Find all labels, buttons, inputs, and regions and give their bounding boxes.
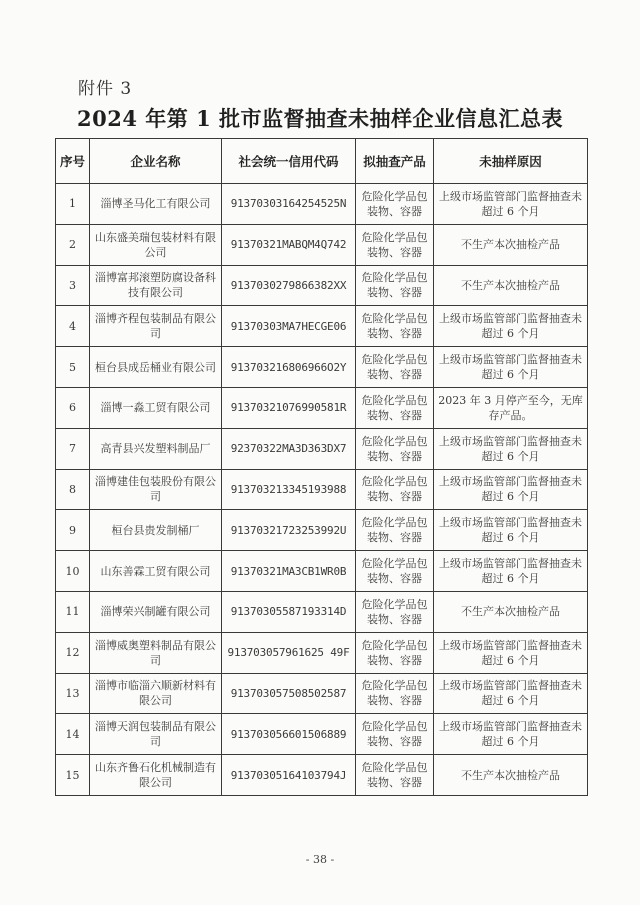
table-row: [56, 306, 588, 347]
cell-no: 5: [56, 347, 90, 388]
cell-product: 危险化学品包装物、容器: [356, 632, 434, 673]
header-reason: 未抽样原因: [434, 139, 588, 184]
cell-product: 危险化学品包装物、容器: [356, 265, 434, 306]
cell-reason: 不生产本次抽检产品: [434, 591, 588, 632]
header-no: 序号: [56, 139, 90, 184]
cell-no: 1: [56, 184, 90, 225]
cell-code: 91370321MA3CB1WR0B: [222, 551, 356, 592]
cell-product: 危险化学品包装物、容器: [356, 551, 434, 592]
cell-reason: 不生产本次抽检产品: [434, 224, 588, 265]
attachment-label: 附件 3: [78, 79, 133, 99]
cell-product: 危险化学品包装物、容器: [356, 306, 434, 347]
cell-code: 913703213345193988: [222, 469, 356, 510]
cell-product: 危险化学品包装物、容器: [356, 673, 434, 714]
table-row: [56, 510, 588, 551]
cell-product: 危险化学品包装物、容器: [356, 347, 434, 388]
table-row: [56, 632, 588, 673]
cell-product: 危险化学品包装物、容器: [356, 184, 434, 225]
cell-code: 91370305164103794J: [222, 755, 356, 796]
cell-no: 15: [56, 755, 90, 796]
cell-code: 913703057508502587: [222, 673, 356, 714]
table-row: [56, 184, 588, 225]
page-number: - 38 -: [305, 853, 335, 866]
table-row: [56, 265, 588, 306]
cell-reason: 上级市场监管部门监督抽查未超过 6 个月: [434, 347, 588, 388]
cell-name: 桓台县成岳桶业有限公司: [90, 347, 222, 388]
cell-reason: 不生产本次抽检产品: [434, 755, 588, 796]
cell-product: 危险化学品包装物、容器: [356, 428, 434, 469]
cell-name: 山东齐鲁石化机械制造有限公司: [90, 755, 222, 796]
cell-reason: 上级市场监管部门监督抽查未超过 6 个月: [434, 428, 588, 469]
cell-reason: 上级市场监管部门监督抽查未超过 6 个月: [434, 673, 588, 714]
cell-no: 14: [56, 714, 90, 755]
table-row: [56, 755, 588, 796]
cell-name: 山东盛美瑞包装材料有限公司: [90, 224, 222, 265]
cell-no: 3: [56, 265, 90, 306]
cell-reason: 2023 年 3 月停产至今，无库存产品。: [434, 387, 588, 428]
table-row: [56, 387, 588, 428]
cell-no: 12: [56, 632, 90, 673]
cell-code: 913703056601506889: [222, 714, 356, 755]
table-row: [56, 551, 588, 592]
cell-code: 913703057961625 49F: [222, 632, 356, 673]
cell-no: 8: [56, 469, 90, 510]
cell-code: 91370303164254525N: [222, 184, 356, 225]
cell-code: 913703216806966O2Y: [222, 347, 356, 388]
cell-name: 淄博一淼工贸有限公司: [90, 387, 222, 428]
cell-reason: 上级市场监管部门监督抽查未超过 6 个月: [434, 306, 588, 347]
cell-no: 13: [56, 673, 90, 714]
header-name: 企业名称: [90, 139, 222, 184]
cell-reason: 上级市场监管部门监督抽查未超过 6 个月: [434, 714, 588, 755]
cell-name: 山东善霖工贸有限公司: [90, 551, 222, 592]
cell-product: 危险化学品包装物、容器: [356, 755, 434, 796]
cell-product: 危险化学品包装物、容器: [356, 591, 434, 632]
cell-code: 91370303MA7HECGE06: [222, 306, 356, 347]
cell-no: 7: [56, 428, 90, 469]
table-row: [56, 469, 588, 510]
cell-name: 淄博齐程包装制品有限公司: [90, 306, 222, 347]
cell-code: 91370321723253992U: [222, 510, 356, 551]
cell-product: 危险化学品包装物、容器: [356, 714, 434, 755]
cell-name: 淄博市临淄六顺新材料有限公司: [90, 673, 222, 714]
enterprise-table: [55, 138, 588, 796]
cell-name: 淄博荣兴制罐有限公司: [90, 591, 222, 632]
table-row: [56, 428, 588, 469]
header-code: 社会统一信用代码: [222, 139, 356, 184]
cell-no: 10: [56, 551, 90, 592]
header-product: 拟抽查产品: [356, 139, 434, 184]
cell-name: 淄博富邦滚塑防腐设备科技有限公司: [90, 265, 222, 306]
cell-name: 淄博圣马化工有限公司: [90, 184, 222, 225]
table-header-row: [56, 139, 588, 184]
cell-reason: 不生产本次抽检产品: [434, 265, 588, 306]
cell-code: 91370321076990581R: [222, 387, 356, 428]
cell-reason: 上级市场监管部门监督抽查未超过 6 个月: [434, 510, 588, 551]
table-row: [56, 591, 588, 632]
cell-reason: 上级市场监管部门监督抽查未超过 6 个月: [434, 632, 588, 673]
cell-name: 淄博天润包装制品有限公司: [90, 714, 222, 755]
table-row: [56, 673, 588, 714]
table-row: [56, 224, 588, 265]
cell-product: 危险化学品包装物、容器: [356, 224, 434, 265]
table-row: [56, 714, 588, 755]
cell-name: 桓台县贵发制桶厂: [90, 510, 222, 551]
table-row: [56, 347, 588, 388]
cell-code: 92370322MA3D363DX7: [222, 428, 356, 469]
cell-reason: 上级市场监管部门监督抽查未超过 6 个月: [434, 469, 588, 510]
cell-code: 91370321MABQM4Q742: [222, 224, 356, 265]
cell-no: 2: [56, 224, 90, 265]
page-title: 2024 年第 1 批市监督抽查未抽样企业信息汇总表: [77, 106, 563, 131]
cell-no: 4: [56, 306, 90, 347]
cell-code: 9137030279866382XX: [222, 265, 356, 306]
cell-reason: 上级市场监管部门监督抽查未超过 6 个月: [434, 551, 588, 592]
cell-product: 危险化学品包装物、容器: [356, 469, 434, 510]
cell-no: 11: [56, 591, 90, 632]
cell-code: 91370305587193314D: [222, 591, 356, 632]
cell-product: 危险化学品包装物、容器: [356, 387, 434, 428]
cell-name: 淄博威奥塑料制品有限公司: [90, 632, 222, 673]
cell-no: 9: [56, 510, 90, 551]
cell-name: 淄博建佳包装股份有限公司: [90, 469, 222, 510]
cell-name: 高青县兴发塑料制品厂: [90, 428, 222, 469]
cell-reason: 上级市场监管部门监督抽查未超过 6 个月: [434, 184, 588, 225]
cell-product: 危险化学品包装物、容器: [356, 510, 434, 551]
cell-no: 6: [56, 387, 90, 428]
